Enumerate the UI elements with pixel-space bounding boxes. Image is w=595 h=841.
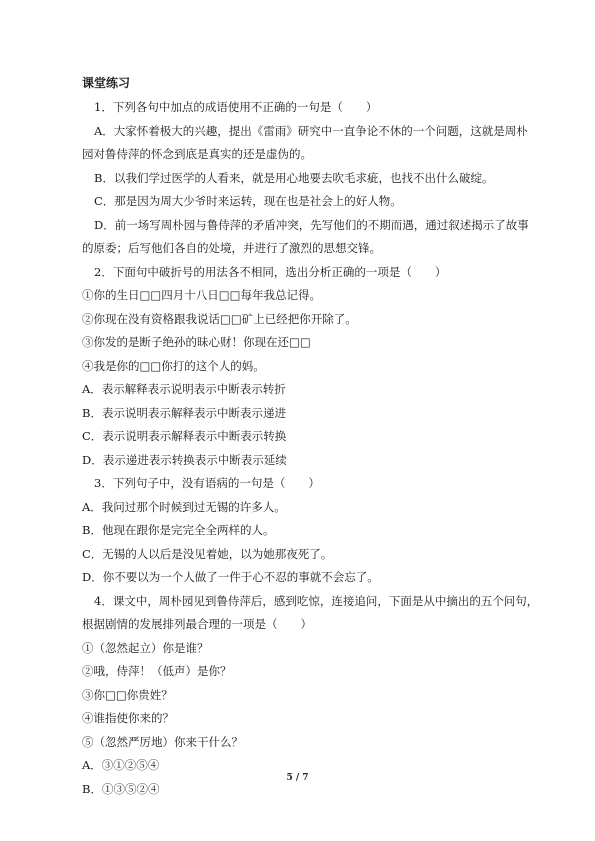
q1-option-a-line2: 园对鲁侍萍的怀念到底是真实的还是虚伪的。 (82, 147, 312, 161)
q2-option-c: C．表示说明表示解释表示中断表示转换 (82, 429, 287, 443)
q3-stem: 3．下列句子中，没有语病的一句是（ ） (94, 476, 320, 490)
q3-option-b: B．他现在跟你是完完全全两样的人。 (82, 523, 275, 537)
q2-option-d: D．表示递进表示转换表示中断表示延续 (82, 452, 287, 467)
q2-sentence-1: ①你的生日□□四月十八日□□每年我总记得。 (82, 288, 321, 302)
document-body (82, 72, 539, 801)
page-number: 5 / 7 (286, 773, 309, 783)
q3-option-c: C．无锡的人以后是没见着她，以为她那夜死了。 (82, 546, 333, 561)
q1-option-c: C．那是因为周大少爷时来运转，现在也是社会上的好人物。 (94, 194, 402, 208)
q2-option-a: A．表示解释表示说明表示中断表示转折 (82, 382, 286, 396)
q2-sentence-4: ④我是你的□□你打的这个人的妈。 (82, 358, 265, 373)
q1-option-d-line1: D．前一场写周朴园与鲁侍萍的矛盾冲突，先写他们的不期而遇，通过叙述揭示了故事 (94, 217, 529, 232)
q4-stem-line2: 根据剧情的发展排列最合理的一项是（ ） (82, 617, 312, 631)
q4-sentence-2: ②哦，侍萍！（低声）是你？ (82, 664, 232, 678)
q4-sentence-5: ⑤（忽然严厉地）你来干什么？ (82, 734, 243, 749)
q2-option-b: B．表示说明表示解释表示中断表示递进 (82, 405, 286, 420)
q4-option-b: B．①③⑤②④ (82, 781, 160, 796)
q4-sentence-3: ③你□□你贵姓？ (82, 687, 173, 702)
section-title: 课堂练习 (82, 76, 131, 90)
q1-option-d-line2: 的原委；后写他们各自的处境，并进行了激烈的思想交锋。 (82, 241, 381, 255)
q2-stem: 2．下面句中破折号的用法各不相同，选出分析正确的一项是（ ） (94, 264, 447, 279)
q3-option-d: D．你不要以为一个人做了一件于心不忍的事就不会忘了。 (82, 570, 379, 584)
q4-option-a: A．③①②⑤④ (82, 758, 160, 772)
q4-stem-line1: 4．课文中，周朴园见到鲁侍萍后，感到吃惊，连接追问，下面是从中摘出的五个问句， (94, 593, 539, 608)
q2-sentence-3: ③你发的是断子绝孙的昧心财！你现在还□□ (82, 335, 311, 349)
q2-sentence-2: ②你现在没有资格跟我说话□□矿上已经把你开除了。 (82, 311, 357, 326)
q1-option-a-line1: A．大家怀着极大的兴趣，提出《雷雨》研究中一直争论不休的一个问题，这就是周朴 (94, 123, 528, 138)
q4-sentence-1: ①（忽然起立）你是谁？ (82, 640, 209, 655)
q1-option-b: B．以我们学过医学的人看来，就是用心地要去吹毛求疵，也找不出什么破绽。 (94, 170, 494, 185)
q1-stem: 1．下列各句中加点的成语使用不正确的一句是（ ） (94, 100, 378, 114)
q4-sentence-4: ④谁指使你来的？ (82, 711, 174, 725)
q3-option-a: A．我问过那个时候到过无锡的许多人。 (82, 499, 286, 514)
